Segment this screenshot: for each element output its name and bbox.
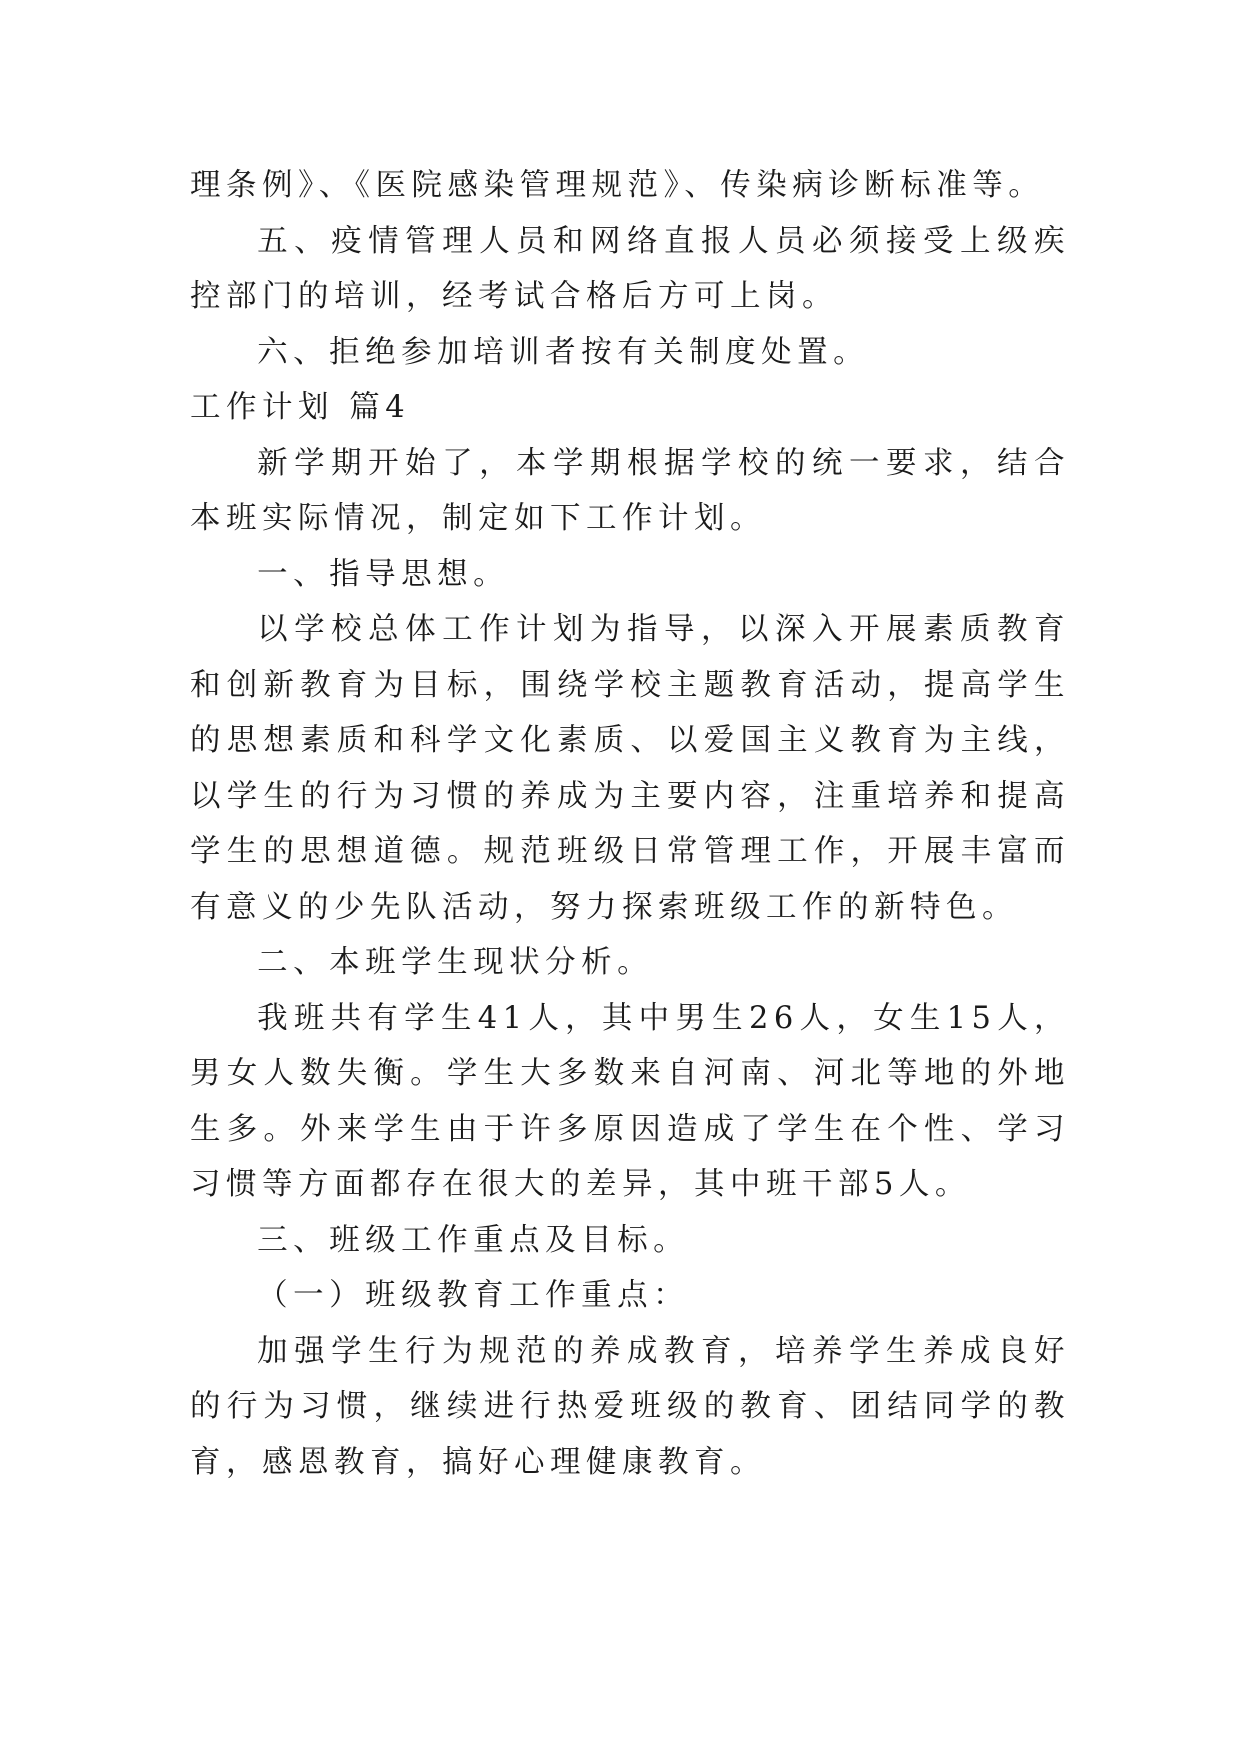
paragraph-9: 我班共有学生41人，其中男生26人，女生15人，男女人数失衡。学生大多数来自河南、河北等地的外地生多。外来学生由于许多原因造成了学生在个性、学习习惯等方面都存在很大的差异，其中班干部5人。 bbox=[190, 1000, 1070, 1202]
paragraph-5: 新学期开始了，本学期根据学校的统一要求，结合本班实际情况，制定如下工作计划。 bbox=[190, 445, 1070, 536]
paragraph-3: 六、拒绝参加培训者按有关制度处置。 bbox=[257, 334, 870, 370]
paragraph-6: 一、指导思想。 bbox=[257, 556, 510, 592]
section-heading: 工作计划 篇4 bbox=[190, 390, 411, 425]
paragraph-1: 理条例》、《医院感染管理规范》、传染病诊断标准等。 bbox=[190, 168, 1045, 203]
paragraph-11: （一）班级教育工作重点： bbox=[257, 1278, 690, 1313]
paragraph-2: 五、疫情管理人员和网络直报人员必须接受上级疾控部门的培训，经考试合格后方可上岗。 bbox=[190, 223, 1070, 314]
paragraph-8: 二、本班学生现状分析。 bbox=[257, 945, 654, 980]
paragraph-12: 加强学生行为规范的养成教育，培养学生养成良好的行为习惯，继续进行热爱班级的教育、团结同学的教育，感恩教育，搞好心理健康教育。 bbox=[190, 1333, 1070, 1480]
paragraph-7: 以学校总体工作计划为指导，以深入开展素质教育和创新教育为目标，围绕学校主题教育活动，提高学生的思想素质和科学文化素质、以爱国主义教育为主线，以学生的行为习惯的养成为主要内容，注重培养和提高学生的思想道德。规范班级日常管理工作，开展丰富而有意义的少先队活动，努力探索班级工作的新特色。 bbox=[190, 612, 1070, 925]
paragraph-10: 三、班级工作重点及目标。 bbox=[257, 1222, 690, 1258]
document-body bbox=[190, 158, 1070, 1490]
